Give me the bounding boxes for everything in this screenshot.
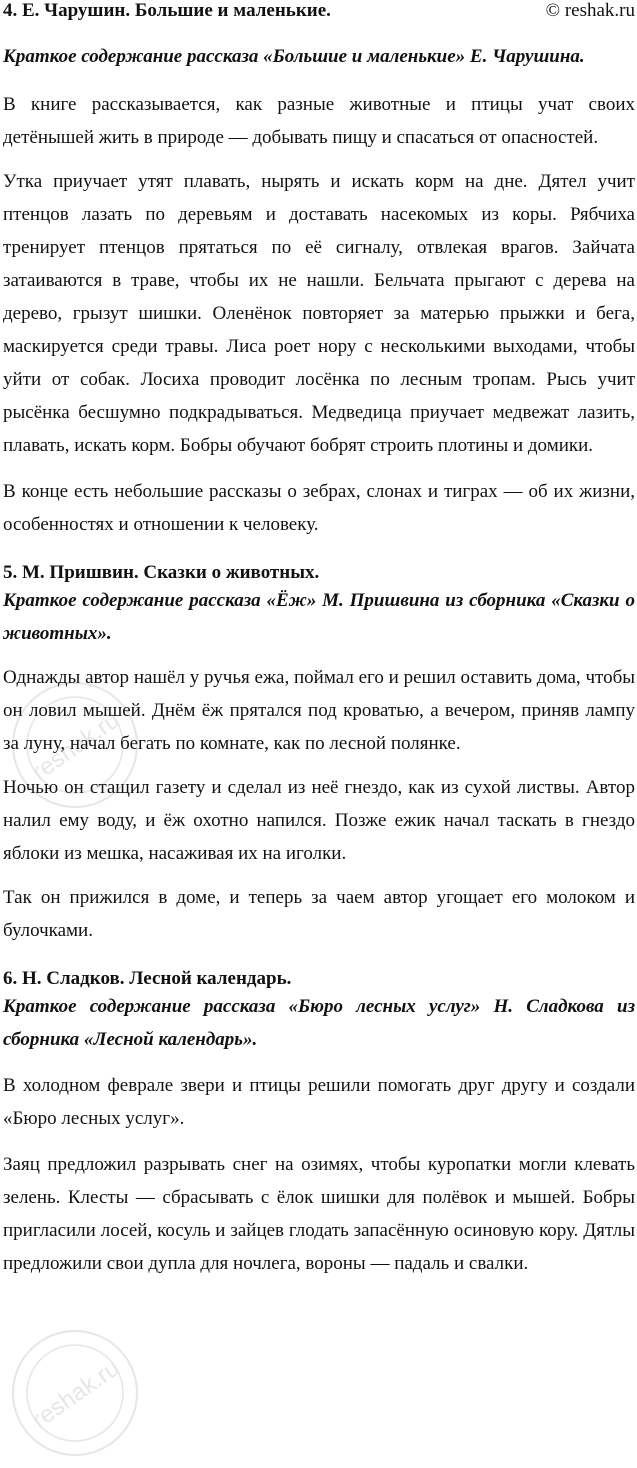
section-5-paragraph-1: Однажды автор нашёл у ручья ежа, поймал его и решил оставить дома, чтобы он ловил мышей. Днём ёж прятался под кроватью, а вечером, приняв лампу за луну, начал бегать по комнате, как по лесной полянке. <box>3 667 635 754</box>
section-4-heading: 4. Е. Чарушин. Большие и маленькие. <box>3 0 331 21</box>
section-4-paragraph-1: В книге рассказывается, как разные животные и птицы учат своих детёнышей жить в природе — добывать пищу и спасаться от опасностей. <box>3 94 635 148</box>
section-5-paragraph-3: Так он прижился в доме, и теперь за чаем автор угощает его молоком и булочками. <box>3 887 635 941</box>
section-5-heading: 5. М. Пришвин. Сказки о животных. <box>3 562 320 583</box>
section-6-paragraph-1: В холодном феврале звери и птицы решили помогать друг другу и создали «Бюро лесных услуг». <box>3 1075 635 1129</box>
section-6-subtitle: Краткое содержание рассказа «Бюро лесных услуг» Н. Сладкова из сборника «Лесной календарь». <box>3 996 635 1050</box>
source-label: © reshak.ru <box>545 0 635 21</box>
section-4-paragraph-3: В конце есть небольшие рассказы о зебрах, слонах и тиграх — об их жизни, особенностях и отношении к человеку. <box>3 481 635 535</box>
section-5-subtitle: Краткое содержание рассказа «Ёж» М. Пришвина из сборника «Сказки о животных». <box>3 590 635 644</box>
watermark-text: reshak.ru <box>27 706 125 786</box>
section-5-paragraph-2: Ночью он стащил газету и сделал из неё гнездо, как из сухой листвы. Автор налил ему воду, и ёж охотно напился. Позже ежик начал таскать в гнездо яблоки из мешка, насаживая их на иголки. <box>3 777 635 864</box>
top-line <box>3 0 635 40</box>
section-4-subtitle: Краткое содержание рассказа «Большие и маленькие» Е. Чарушина. <box>3 46 585 67</box>
section-4-paragraph-2: Утка приучает утят плавать, нырять и искать корм на дне. Дятел учит птенцов лазать по деревьям и доставать насекомых из коры. Рябчиха тренирует птенцов прятаться по её сигналу, отвлекая врагов. Зайчата затаиваются в траве, чтобы их не нашли. Бельчата прыгают с дерева на дерево, грызут шишки. Оленёнок повторяет за матерью прыжки и бега, маскируется среди травы. Лиса роет нору с несколькими выходами, чтобы уйти от собак. Лосиха проводит лосёнка по лесным тропам. Рысь учит рысёнка бесшумно подкрадываться. Медведица приучает медвежат лазить, плавать, искать корм. Бобры обучают бобрят строить плотины и домики. <box>3 171 635 456</box>
watermark-text: reshak.ru <box>27 1354 125 1434</box>
section-6-paragraph-2: Заяц предложил разрывать снег на озимях, чтобы куропатки могли клевать зелень. Клесты — сбрасывать с ёлок шишки для полёвок и мышей. Бобры пригласили лосей, косуль и зайцев глодать запасённую осиновую кору. Дятлы предложили свои дупла для ночлега, вороны — падаль и свалки. <box>3 1154 635 1274</box>
section-6-heading: 6. Н. Сладков. Лесной календарь. <box>3 968 292 989</box>
